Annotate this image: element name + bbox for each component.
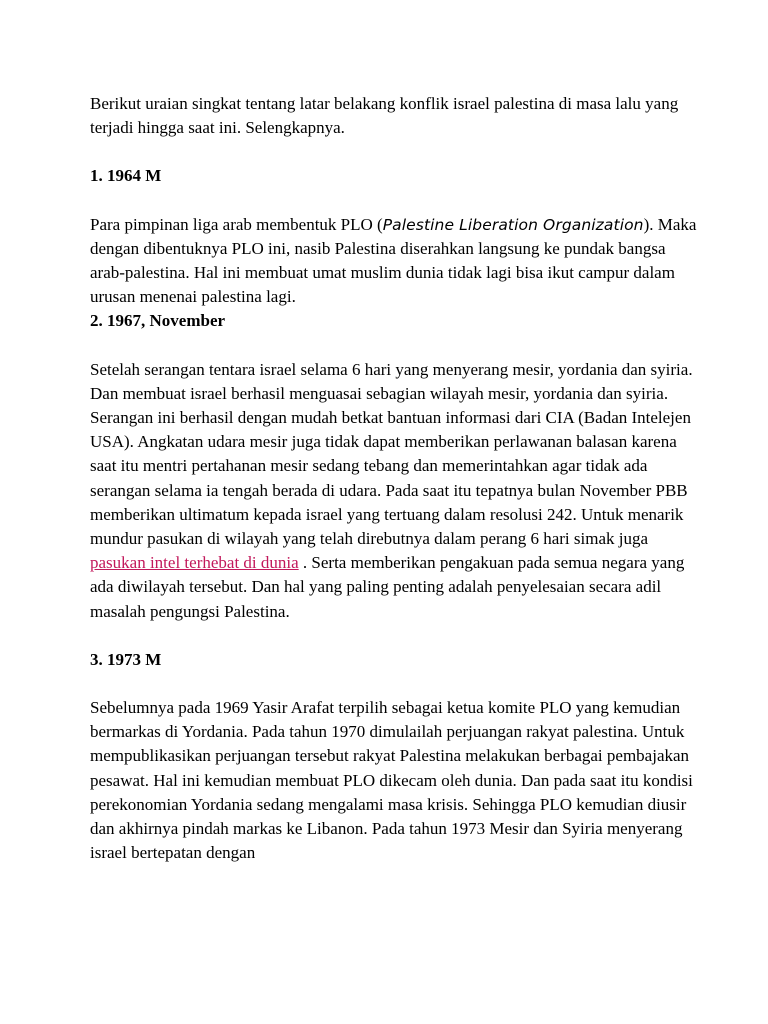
section-2-paragraph: [90, 358, 700, 624]
organization-name: Palestine Liberation Organization: [382, 215, 644, 234]
spacer: [90, 140, 700, 164]
section-1-text-before: Para pimpinan liga arab membentuk PLO (: [90, 214, 383, 234]
section-2-text-after: . Serta memberikan pengakuan pada semua negara yang ada diwilayah tersebut. Dan hal yang paling penting adalah penyelesaian secara adil masalah pengungsi Palestina.: [90, 553, 685, 621]
document-page: [90, 92, 700, 865]
section-2-heading: 2. 1967, November: [90, 311, 226, 331]
section-3-heading: 3. 1973 M: [90, 649, 162, 669]
intel-article-link[interactable]: pasukan intel terhebat di dunia: [90, 553, 299, 573]
spacer: [90, 189, 700, 213]
section-3-paragraph: Sebelumnya pada 1969 Yasir Arafat terpilih sebagai ketua komite PLO yang kemudian bermarkas di Yordania. Pada tahun 1970 dimulailah perjuangan rakyat palestina. Untuk mempublikasikan perjuangan tersebut rakyat Palestina melakukan berbagai pembajakan pesawat. Hal ini kemudian membuat PLO dikecam oleh dunia. Dan pada saat itu kondisi perekonomian Yordania sedang mengalami masa krisis. Sehingga PLO kemudian diusir dan akhirnya pindah markas ke Libanon. Pada tahun 1973 Mesir dan Syiria menyerang israel bertepatan dengan: [90, 698, 693, 863]
section-1-heading: 1. 1964 M: [90, 166, 162, 186]
section-1-paragraph: [90, 213, 700, 310]
section-1-text-after: ). Maka dengan dibentuknya PLO ini, nasib Palestina diserahkan langsung ke pundak bangsa arab-palestina. Hal ini membuat umat muslim dunia tidak lagi bisa ikut campur dalam urusan menenai palestina lagi.: [90, 214, 697, 307]
spacer: [90, 672, 700, 696]
section-2-text-before: Setelah serangan tentara israel selama 6 hari yang menyerang mesir, yordania dan syiria. Dan membuat israel berhasil menguasai sebagian wilayah mesir, yordania dan syiria. Serangan ini berhasil dengan mudah betkat bantuan informasi dari CIA (Badan Intelejen USA). Angkatan udara mesir juga tidak dapat memberikan perlawanan balasan karena saat itu mentri pertahanan mesir sedang tebang dan memerintahkan agar tidak ada serangan selama ia tengah berada di udara. Pada saat itu tepatnya bulan November PBB memberikan ultimatum kepada israel yang tertuang dalam resolusi 242. Untuk menarik mundur pasukan di wilayah yang telah direbutnya dalam perang 6 hari simak juga: [90, 359, 693, 549]
spacer: [90, 334, 700, 358]
intro-paragraph: Berikut uraian singkat tentang latar belakang konflik israel palestina di masa lalu yang terjadi hingga saat ini. Selengkapnya.: [90, 94, 679, 138]
spacer: [90, 624, 700, 648]
